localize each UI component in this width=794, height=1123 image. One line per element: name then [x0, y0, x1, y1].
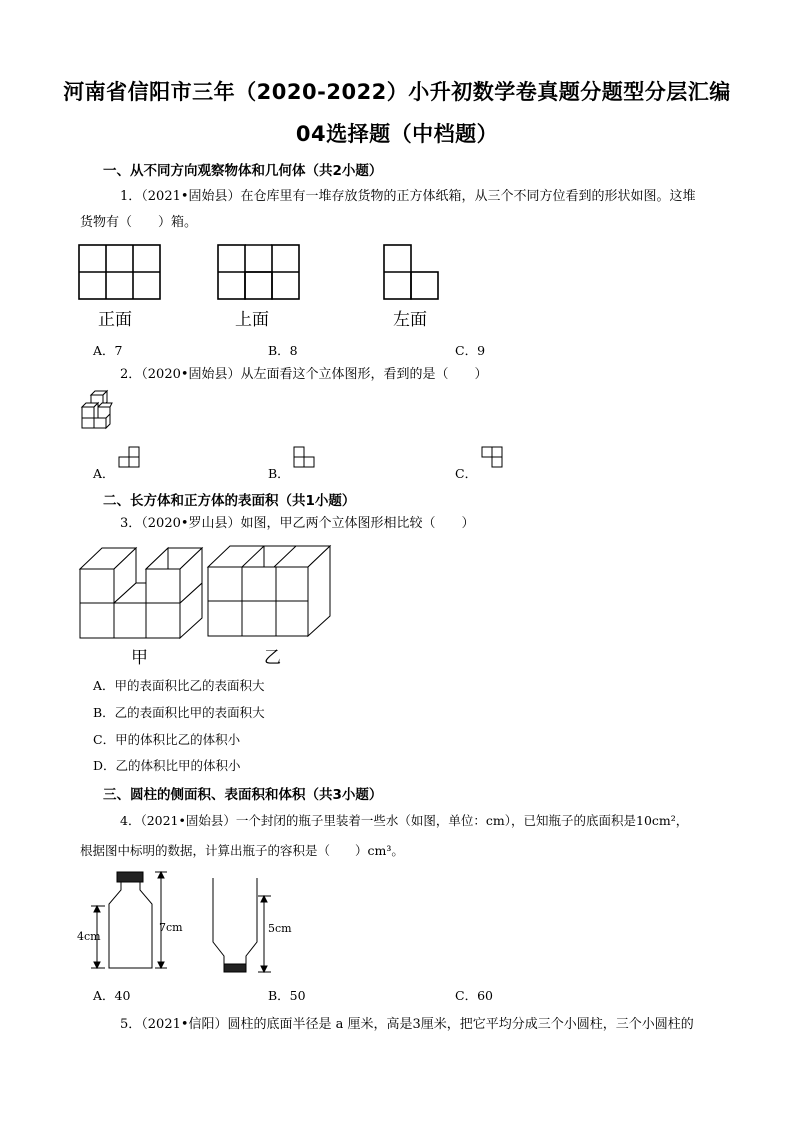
top-view-label: 上面	[235, 310, 269, 330]
q3-option-b: B．乙的表面积比甲的表面积大	[93, 705, 265, 720]
front-view-label: 正面	[98, 310, 132, 330]
left-view-label: 左面	[393, 310, 427, 330]
q2-option-a-figure	[118, 446, 142, 470]
question-1-line1: 1．（2021•固始县）在仓库里有一堆存放货物的正方体纸箱，从三个不同方位看到的形状如图。这堆	[120, 189, 696, 204]
solid-yi-figure	[208, 544, 333, 636]
front-view-figure	[78, 244, 162, 302]
q4-option-c: C．60	[455, 988, 493, 1003]
q3-option-a: A．甲的表面积比乙的表面积大	[93, 678, 265, 693]
yi-label: 乙	[264, 648, 281, 668]
q1-option-b: B．8	[268, 343, 298, 358]
left-view-figure	[383, 244, 441, 302]
q4-option-b: B．50	[268, 988, 306, 1003]
q4-option-a: A．40	[93, 988, 131, 1003]
question-4-line2: 根据图中标明的数据，计算出瓶子的容积是（ ）cm³。	[80, 843, 404, 858]
section-heading-1: 一、从不同方向观察物体和几何体（共2小题）	[103, 163, 383, 179]
dim-7cm: 7cm	[159, 921, 183, 934]
section-heading-2: 二、长方体和正方体的表面积（共1小题）	[103, 493, 356, 509]
q1-option-c: C．9	[455, 343, 486, 358]
q3-option-d: D．乙的体积比甲的体积小	[93, 758, 241, 773]
dim-4cm: 4cm	[77, 930, 101, 943]
question-1-line2: 货物有（ ）箱。	[80, 215, 198, 230]
q2-option-c-figure	[481, 446, 505, 470]
q3-option-c: C．甲的体积比乙的体积小	[93, 732, 241, 747]
question-5-line1: 5．（2021•信阳）圆柱的底面半径是 a 厘米，高是3厘米，把它平均分成三个小圆柱，三个小圆柱的	[120, 1017, 694, 1032]
section-heading-3: 三、圆柱的侧面积、表面积和体积（共3小题）	[103, 787, 383, 803]
q2-option-c: C．	[455, 466, 478, 481]
q2-solid-figure	[79, 393, 113, 429]
dim-5cm: 5cm	[268, 922, 292, 935]
bottle-upright-figure	[75, 868, 195, 972]
q2-option-a: A．	[93, 466, 115, 481]
q2-option-b-figure	[293, 446, 317, 470]
question-3-text: 3．（2020•罗山县）如图，甲乙两个立体图形相比较（ ）	[120, 516, 475, 531]
jia-label: 甲	[131, 648, 148, 668]
page-title: 河南省信阳市三年（2020-2022）小升初数学卷真题分题型分层汇编	[63, 80, 731, 104]
top-view-figure	[217, 244, 301, 302]
question-4-line1: 4．（2021•固始县）一个封闭的瓶子里装着一些水（如图，单位：cm），已知瓶子的底面积是10cm²，	[120, 813, 689, 828]
q1-option-a: A．7	[93, 343, 123, 358]
page-subtitle: 04选择题（中档题）	[295, 122, 499, 146]
q2-option-b: B．	[268, 466, 290, 481]
solid-jia-figure	[80, 546, 205, 638]
question-2-text: 2．（2020•固始县）从左面看这个立体图形，看到的是（ ）	[120, 367, 488, 382]
